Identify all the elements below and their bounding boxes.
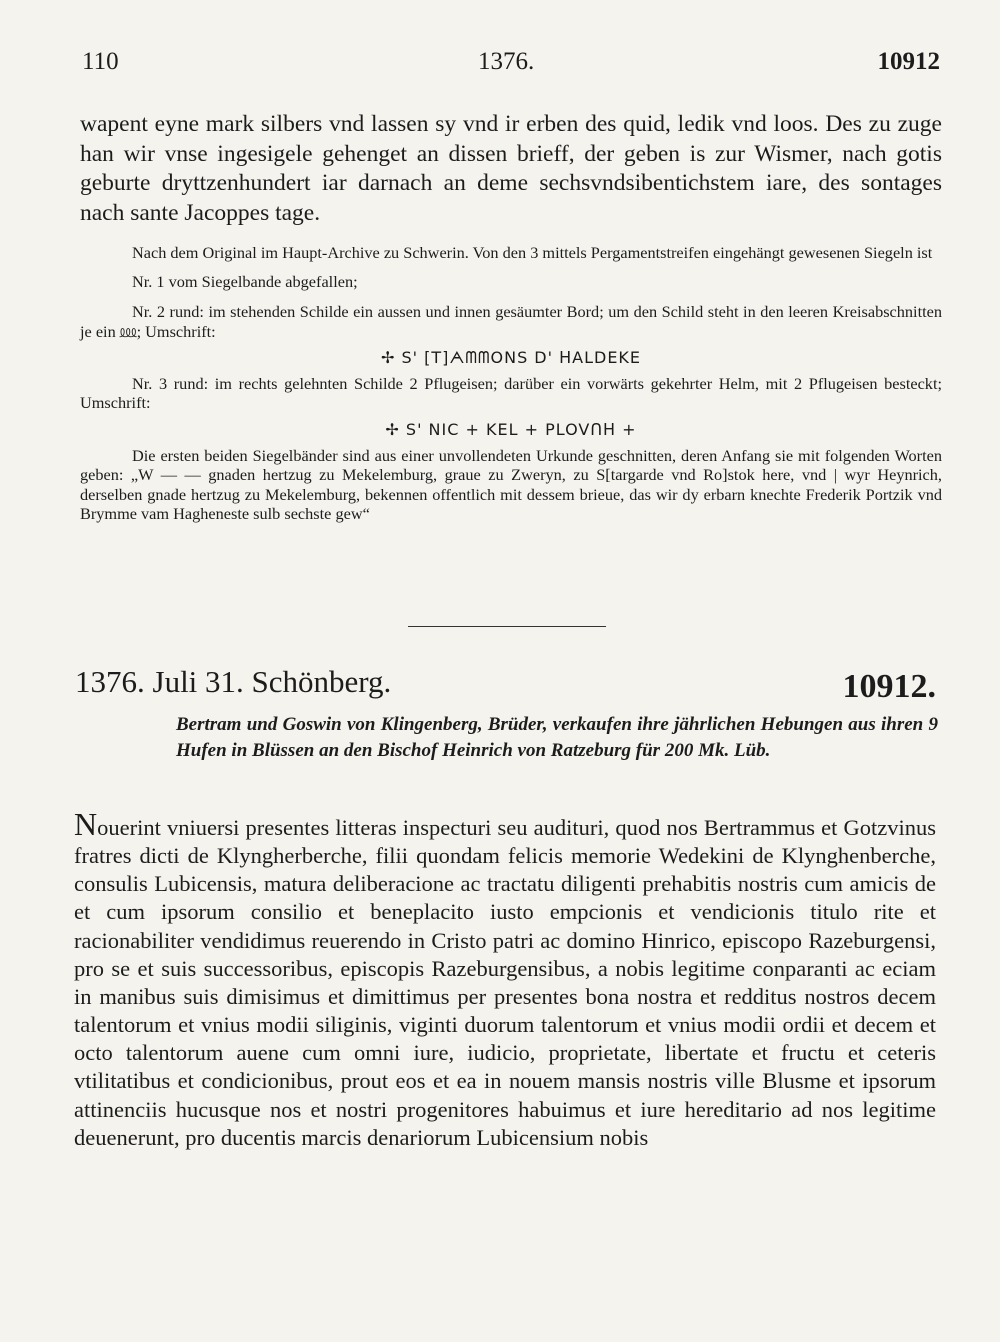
- entry-heading: [75, 664, 940, 708]
- entry-number: 10912.: [842, 668, 936, 705]
- seal-2-legend: ✢ S' [T]ᗅᗰᗰONS D' ᕼALDEKE: [380, 348, 642, 368]
- note-seal-1: Nr. 1 vom Siegelbande abgefallen;: [132, 272, 358, 292]
- editorial-notes: [80, 243, 942, 524]
- header-document-number: 10912: [877, 48, 940, 75]
- note-seal-3: Nr. 3 rund: im rechts gelehnten Schilde 2 Pflugeisen; darüber ein vorwärts gekehrter Helm, mit 2 Pflugeisen besteckt; Umschrift:: [80, 373, 942, 413]
- page-number: 110: [82, 48, 119, 75]
- entry-summary: Bertram und Goswin von Klingenberg, Brüder, verkaufen ihre jährlichen Hebungen aus ihren 9 Hufen in Blüssen an den Bischof Heinrich von Ratzeburg für 200 Mk. Lüb.: [176, 714, 938, 761]
- note-source: Nach dem Original im Haupt-Archive zu Schwerin. Von den 3 mittels Pergamentstreifen eingehängt gewesenen Siegeln ist: [132, 242, 933, 262]
- entry-date-place: 1376. Juli 31. Schönberg.: [75, 664, 392, 699]
- entry-text: [74, 806, 936, 1152]
- note-remark: Die ersten beiden Siegelbänder sind aus einer unvollendeten Urkunde geschnitten, deren Anfang sie mit folgenden Worten geben: „W — — gnaden hertzug zu Mekelemburg, graue zu Zweryn, zu S[targarde vnd Ro]stok here, vnd | wyr Heynrich, derselben gnade hertzug zu Mekelemburg, bekennen offentlich mit dessem brieue, das wir dy erbarn knechte Frederik Portzik vnd Brymme vam Hagheneste sulb sechste gew“: [80, 445, 942, 524]
- entry-text-body: ouerint vniuersi presentes litteras inspecturi seu audituri, quod nos Bertrammus et Gotzvinus fratres dicti de Klyngherberche, filii quondam felicis memorie Wedekini de Klynghenberche, consulis Lubicensis, matura deliberacione ac tractatu diligenti prehabitis nostris cum amicis de et cum ipsorum consilio et beneplacito iusto empcionis et vendicionis titulo rite et racionabiliter vendidimus reuerendo in Cristo patri ac domino Hinrico, episcopo Razeburgensi, pro se et suis successoribus, episcopis Razeburgensibus, a nobis legitime conparanti ac eciam in manibus suis dimisimus et dimittimus per presentes bona nostra et redditus nostros decem talentorum et vnius modii siliginis, viginti duorum talentorum et vnius modii ordii et decem et octo talentorum auene cum omni iure, iudicio, proprietate, libertate et fructu et ceteris vtilitatibus et condicionibus, prout eos et ea in nouem mansis nostris ville Blusme et ipsorum attinenciis hucusque nos et nostri progenitores habuimus et iure hereditario ad nos legitime deuenerunt, pro ducentis marcis denariorum Lubicensium nobis: [74, 815, 936, 1150]
- previous-document-section: [80, 110, 942, 524]
- note-seal-2: Nr. 2 rund: im stehenden Schilde ein aussen und innen gesäumter Bord; um den Schild steht in den leeren Kreisabschnitten je ein ⅏; Umschrift:: [80, 302, 942, 341]
- running-header: [78, 48, 940, 84]
- seal-3-legend: ✢ S' NIC + KEL + PLOVᑎᕼ +: [385, 419, 637, 439]
- header-year: 1376.: [478, 48, 535, 75]
- previous-closing-text: wapent eyne mark silbers vnd lassen sy vnd ir erben des quid, ledik vnd loos. Des zu zuge han wir vnse ingesigele gehenget an dissen brieff, der geben is zur Wismer, nach gotis geburte dryttzenhundert iar darnach an deme sechsvndsibentichstem iare, des sontages nach sante Jacoppes tage.: [80, 111, 942, 227]
- section-divider: [408, 626, 606, 627]
- initial-letter: N: [74, 806, 98, 842]
